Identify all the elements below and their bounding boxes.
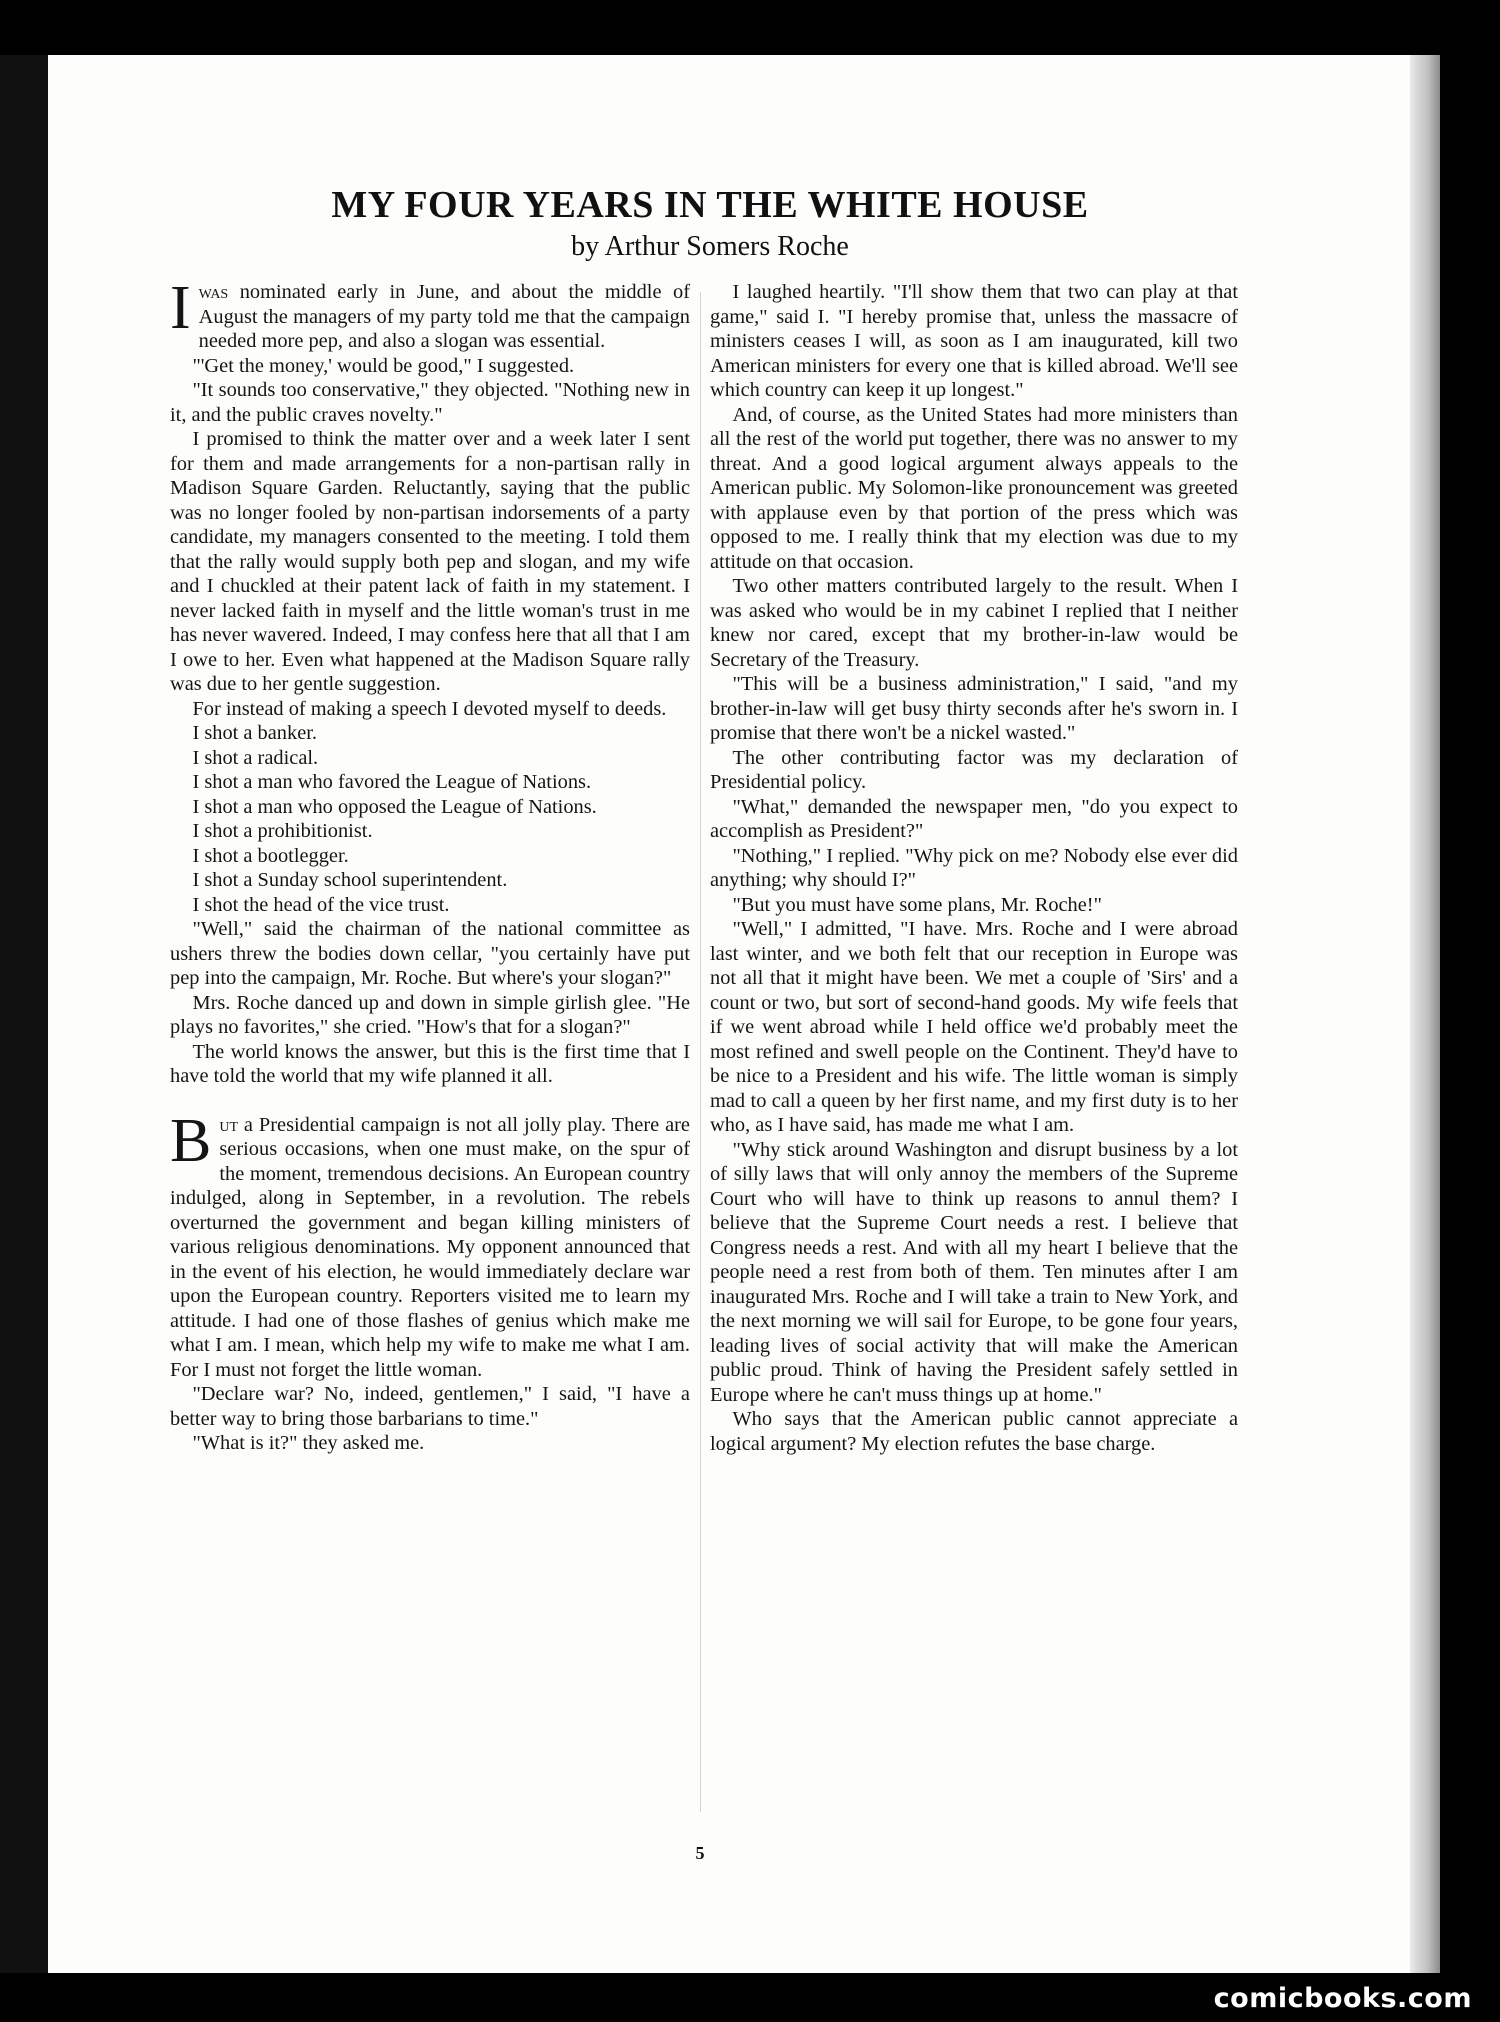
list-item: I shot a man who opposed the League of Nations. <box>192 795 597 818</box>
paragraph: "But you must have some plans, Mr. Roche!" <box>732 893 1102 916</box>
paragraph <box>170 274 690 354</box>
paragraph: Mrs. Roche danced up and down in simple girlish glee. "He plays no favorites," she cried. "How's that for a slogan?" <box>170 991 690 1038</box>
paragraph: "What," demanded the newspaper men, "do you expect to accomplish as President?" <box>710 795 1238 842</box>
right-column <box>710 280 1238 1456</box>
paragraph: For instead of making a speech I devoted myself to deeds. <box>192 697 667 720</box>
paragraph: "It sounds too conservative," they objected. "Nothing new in it, and the public craves novelty." <box>170 379 690 426</box>
page-number: 5 <box>695 1843 705 1863</box>
paragraph <box>170 1106 690 1383</box>
left-column <box>170 274 690 1456</box>
paragraph-text: a Presidential campaign is not all jolly play. There are serious occasions, when one must make, on the spur of the moment, tremendous decisions. An European country indulged, along in September, in a revolution. The rebels overturned the government and began killing ministers of various religious denominations. My opponent announced that in the event of his election, he would immediately declare war upon the European country. Reporters visited me to learn my attitude. I had one of those flashes of genius which make me what I am. I mean, which help my wife to make me what I am. For I must not forget the little woman. <box>170 1113 690 1381</box>
small-caps-lead: was <box>198 281 229 303</box>
paragraph-text: nominated early in June, and about the middle of August the managers of my party told me that the campaign needed more pep, and also a slogan was essential. <box>198 281 690 352</box>
paragraph: Two other matters contributed largely to the result. When I was asked who would be in my cabinet I replied that I neither knew nor cared, except that my brother-in-law would be Secretary of the Treasury. <box>710 575 1238 671</box>
paragraph: "What is it?" they asked me. <box>192 1432 425 1454</box>
list-item: I shot a Sunday school superintendent. <box>192 869 508 891</box>
list-item: I shot a banker. <box>192 722 318 744</box>
paragraph: "Nothing," I replied. "Why pick on me? Nobody else ever did anything; why should I?" <box>710 844 1238 891</box>
watermark-logo: comicbooks.com <box>1213 1983 1472 2014</box>
page-binding-edge <box>1410 55 1440 1973</box>
paragraph: I promised to think the matter over and a week later I sent for them and made arrangements for a non-partisan rally in Madison Square Garden. Reluctantly, saying that the public was no longer fooled by non-partisan indorsements of a party candidate, my managers consented to the meeting. I told them that the rally would supply both pep and slogan, and my wife and I chuckled at their patent lack of faith in my statement. I never lacked faith in myself and the little woman's trust in me has never wavered. Indeed, I may confess here that all that I am I owe to her. Even what happened at the Madison Square rally was due to her gentle suggestion. <box>170 428 690 695</box>
list-item: I shot a prohibitionist. <box>192 820 373 842</box>
paragraph: "'Get the money,' would be good," I suggested. <box>192 354 575 377</box>
list-item: I shot a man who favored the League of Nations. <box>192 771 592 793</box>
list-item: I shot a radical. <box>192 746 319 769</box>
drop-cap: I <box>170 274 191 342</box>
paragraph: And, of course, as the United States had more ministers than all the rest of the world put together, there was no answer to my threat. And a good logical argument always appeals to the American public. My Solomon-like pronouncement was greeted with applause even by that portion of the press which was opposed to me. I really think that my election was due to my attitude on that occasion. <box>710 403 1238 573</box>
column-divider <box>700 292 701 1812</box>
article-title: MY FOUR YEARS IN THE WHITE HOUSE <box>331 184 1089 226</box>
paragraph: "Well," said the chairman of the national committee as ushers threw the bodies down cellar, "you certainly have put pep into the campaign, Mr. Roche. But where's your slogan?" <box>170 918 690 989</box>
small-caps-lead: ut <box>219 1113 239 1136</box>
scan-left-edge <box>0 55 48 1973</box>
list-item: I shot a bootlegger. <box>192 844 349 867</box>
paragraph: The other contributing factor was my declaration of Presidential policy. <box>710 746 1238 793</box>
paragraph: "Why stick around Washington and disrupt business by a lot of silly laws that will only annoy the members of the Supreme Court who will have to think up reasons to annul them? I believe that the Supreme Court needs a rest. I believe that Congress needs a rest. And with all my heart I believe that the people need a rest from both of them. Ten minutes after I am inaugurated Mrs. Roche and I will take a train to New York, and the next morning we will sail for Europe, to be gone four years, leading lives of social activity that will make the American public proud. Think of having the President safely settled in Europe where he can't muss things up at home." <box>710 1138 1238 1406</box>
paragraph: The world knows the answer, but this is the first time that I have told the world that my wife planned it all. <box>170 1040 690 1087</box>
article-byline: by Arthur Somers Roche <box>571 231 849 262</box>
paragraph: Who says that the American public cannot appreciate a logical argument? My election refutes the base charge. <box>710 1408 1238 1455</box>
paragraph: "This will be a business administration," I said, "and my brother-in-law will get busy thirty seconds after he's sworn in. I promise that there won't be a nickel wasted." <box>710 673 1238 744</box>
paragraph: "Well," I admitted, "I have. Mrs. Roche and I were abroad last winter, and we both felt that our reception in Europe was not all that it might have been. We met a couple of 'Sirs' and a count or two, but sort of second-hand goods. My wife feels that if we went abroad while I held office we'd probably meet the most refined and swell people on the Continent. They'd have to be nice to a President and his wife. The little woman is simply mad to call a queen by her first name, and my first duty is to her who, as I have said, has made me what I am. <box>710 918 1238 1136</box>
paragraph: I laughed heartily. "I'll show them that two can play at that game," said I. "I hereby promise that, unless the massacre of ministers ceases I will, as soon as I am inaugurated, kill two American ministers for every one that is killed abroad. We'll see which country can keep it up longest." <box>710 281 1238 401</box>
paragraph: "Declare war? No, indeed, gentlemen," I said, "I have a better way to bring those barbarians to time." <box>170 1383 690 1430</box>
list-item: I shot the head of the vice trust. <box>192 893 450 916</box>
drop-cap: B <box>170 1106 212 1175</box>
